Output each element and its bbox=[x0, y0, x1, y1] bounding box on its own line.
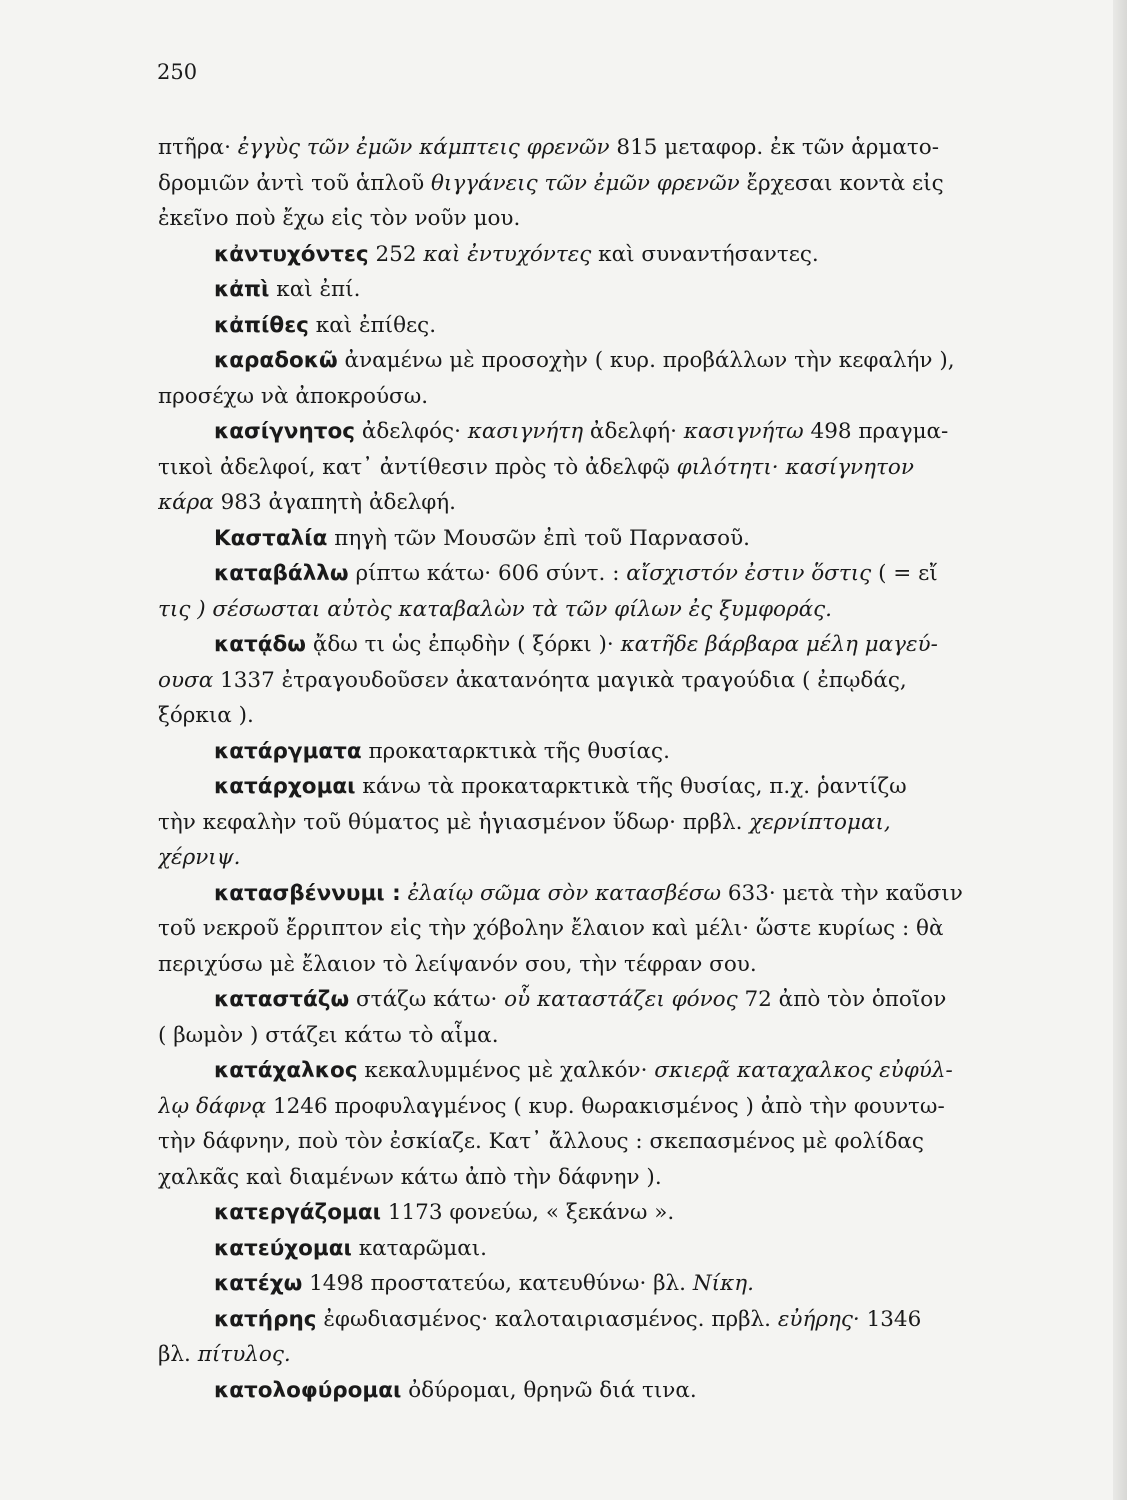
gloss-text: ἐφωδιασμένος· καλοταιριασμένος. πρβλ. bbox=[316, 1306, 778, 1332]
text-line bbox=[158, 876, 1018, 912]
text-line bbox=[158, 166, 1018, 202]
page-number: 250 bbox=[157, 60, 198, 84]
gloss-text bbox=[401, 881, 408, 906]
gloss-text: κάνω τὰ προκαταρκτικὰ τῆς θυσίας, π.χ. ῥαντίζω bbox=[355, 774, 907, 799]
headword: κατεργάζομαι bbox=[214, 1200, 381, 1225]
text-line bbox=[158, 130, 1018, 166]
gloss-text: κεκαλυμμένος μὲ χαλκόν· bbox=[357, 1058, 655, 1083]
text-line bbox=[158, 769, 1018, 805]
text-line bbox=[158, 1089, 1018, 1125]
quotation: ουσα bbox=[158, 667, 214, 693]
gloss-text: καὶ ἐπί. bbox=[269, 277, 361, 302]
quotation: θιγγάνεις τῶν ἐμῶν φρενῶν bbox=[430, 170, 740, 196]
text-line bbox=[158, 840, 1018, 876]
quotation: φιλότητι· κασίγνητον bbox=[676, 454, 914, 480]
text-line bbox=[158, 592, 1018, 628]
gloss-text: βλ. bbox=[158, 1342, 198, 1367]
quotation: κατῆδε βάρβαρα μέλη μαγεύ- bbox=[620, 632, 938, 657]
headword: καραδοκῶ bbox=[214, 348, 338, 373]
text-line bbox=[158, 627, 1018, 663]
gloss-text: 633· μετὰ τὴν καῦσιν bbox=[721, 880, 963, 906]
gloss-text: ᾄδω τι ὡς ἐπῳδὴν ( ξόρκι )· bbox=[306, 632, 621, 657]
gloss-text: πηγὴ τῶν Μουσῶν ἐπὶ τοῦ Παρνασοῦ. bbox=[327, 525, 750, 551]
quotation: οὗ καταστάζει φόνος bbox=[504, 987, 738, 1012]
headword: κἀπὶ bbox=[214, 277, 270, 302]
gloss-text: καὶ συναντήσαντες. bbox=[591, 241, 819, 267]
gloss-text: τικοὶ ἀδελφοί, κατ᾽ ἀντίθεσιν πρὸς τὸ ἀδελφῷ bbox=[158, 454, 677, 480]
gloss-text: περιχύσω μὲ ἔλαιον τὸ λείψανόν σου, τὴν τέφραν σου. bbox=[158, 951, 757, 977]
gloss-text: τὴν δάφνην, ποὺ τὸν ἐσκίαζε. Κατ᾽ ἄλλους : σκεπασμένος μὲ φολίδας bbox=[158, 1129, 924, 1154]
gloss-text: 252 bbox=[368, 241, 424, 267]
text-line bbox=[158, 521, 1018, 557]
headword: κἀπίθες bbox=[214, 312, 309, 338]
quotation: αἴσχιστόν ἐστιν ὅστις bbox=[626, 561, 872, 586]
quotation: ἐλαίῳ σῶμα σὸν κατασβέσω bbox=[407, 880, 721, 906]
text-line bbox=[158, 1053, 1018, 1089]
text-line bbox=[158, 663, 1018, 699]
text-line bbox=[158, 1302, 1018, 1338]
gloss-text: 1246 προφυλαγμένος ( κυρ. θωρακισμένος ) ἀπὸ τὴν φουντω- bbox=[266, 1093, 945, 1119]
text-line bbox=[158, 450, 1018, 486]
headword: κἀντυχόντες bbox=[214, 241, 369, 267]
text-line bbox=[158, 1160, 1018, 1196]
gloss-text: ἀδελφή· bbox=[583, 419, 684, 444]
page-edge-shadow bbox=[1113, 0, 1127, 1500]
gloss-text: 1337 ἐτραγουδοῦσεν ἀκατανόητα μαγικὰ τραγούδια ( ἐπῳδάς, bbox=[213, 667, 907, 693]
gloss-text: 498 πραγμα- bbox=[803, 419, 949, 444]
gloss-text: ( = εἴ bbox=[871, 561, 938, 586]
text-line bbox=[158, 1373, 1018, 1409]
headword: Κασταλία bbox=[214, 525, 328, 551]
gloss-text: ( βωμὸν ) στάζει κάτω τὸ αἷμα. bbox=[158, 1022, 499, 1048]
quotation: τις ) σέσωσται αὐτὸς καταβαλὼν τὰ τῶν φίλων ἐς ξυμφοράς. bbox=[158, 596, 832, 622]
quotation: κασιγνήτω bbox=[683, 419, 804, 444]
glossary-text bbox=[158, 130, 1018, 1408]
text-line bbox=[158, 1124, 1018, 1160]
text-line bbox=[158, 1266, 1018, 1302]
gloss-text: ρίπτω κάτω· 606 σύντ. : bbox=[348, 561, 627, 586]
gloss-text: πτῆρα· bbox=[158, 135, 238, 160]
text-line bbox=[158, 1018, 1018, 1054]
quotation: εὐήρης· bbox=[777, 1306, 860, 1332]
text-line bbox=[158, 379, 1018, 415]
text-line bbox=[158, 1195, 1018, 1231]
gloss-text: ἔρχεσαι κοντὰ εἰς bbox=[739, 170, 944, 196]
text-line bbox=[158, 911, 1018, 947]
quotation: χερνίπτομαι, bbox=[749, 809, 891, 835]
gloss-text: 1498 προστατεύω, κατευθύνω· βλ. bbox=[302, 1271, 693, 1296]
text-line bbox=[158, 805, 1018, 841]
quotation: λῳ δάφνᾳ bbox=[158, 1093, 267, 1119]
gloss-text: τοῦ νεκροῦ ἔρριπτον εἰς τὴν χόβολην ἔλαιον καὶ μέλι· ὥστε κυρίως : θὰ bbox=[158, 916, 944, 941]
headword: καταβάλλω bbox=[214, 561, 349, 586]
headword: κασίγνητος bbox=[214, 419, 355, 444]
text-line bbox=[158, 485, 1018, 521]
gloss-text: 72 ἀπὸ τὸν ὁποῖον bbox=[737, 987, 947, 1012]
gloss-text: ὀδύρομαι, θρηνῶ διά τινα. bbox=[401, 1377, 697, 1403]
gloss-text: στάζω κάτω· bbox=[349, 987, 505, 1012]
headword: κατάργματα bbox=[214, 738, 362, 764]
gloss-text: καὶ ἐπίθες. bbox=[308, 312, 437, 338]
gloss-text: ἀναμένω μὲ προσοχὴν ( κυρ. προβάλλων τὴν κεφαλήν ), bbox=[337, 348, 955, 373]
gloss-text: 815 μεταφορ. ἐκ τῶν ἁρματο- bbox=[609, 135, 939, 160]
headword: κατεύχομαι bbox=[214, 1235, 352, 1261]
text-line bbox=[158, 1337, 1018, 1373]
text-line bbox=[158, 1231, 1018, 1267]
headword: κατήρης bbox=[214, 1306, 317, 1332]
gloss-text: 1346 bbox=[859, 1306, 922, 1332]
gloss-text: προσέχω νὰ ἀποκρούσω. bbox=[158, 383, 429, 409]
text-line bbox=[158, 308, 1018, 344]
text-line bbox=[158, 272, 1018, 308]
quotation: σκιερᾷ καταχαλκος εὐφύλ- bbox=[654, 1058, 953, 1083]
gloss-text: τὴν κεφαλὴν τοῦ θύματος μὲ ἡγιασμένον ὕδωρ· πρβλ. bbox=[158, 809, 750, 835]
quotation: χέρνιψ. bbox=[158, 845, 241, 870]
headword: κατολοφύρομαι bbox=[214, 1377, 402, 1403]
text-line bbox=[158, 201, 1018, 237]
text-line bbox=[158, 343, 1018, 379]
headword: κατάχαλκος bbox=[214, 1058, 358, 1083]
headword: κατάρχομαι bbox=[214, 774, 356, 799]
gloss-text: ἐκεῖνο ποὺ ἔχω εἰς τὸν νοῦν μου. bbox=[158, 206, 521, 231]
gloss-text: δρομιῶν ἀντὶ τοῦ ἁπλοῦ bbox=[158, 170, 431, 196]
quotation: πίτυλος. bbox=[197, 1342, 291, 1367]
text-line bbox=[158, 734, 1018, 770]
quotation: Νίκη. bbox=[692, 1271, 754, 1296]
gloss-text: χαλκᾶς καὶ διαμένων κάτω ἀπὸ τὴν δάφνην ). bbox=[158, 1164, 662, 1190]
text-line bbox=[158, 556, 1018, 592]
gloss-text: 1173 φονεύω, « ξεκάνω ». bbox=[380, 1200, 675, 1225]
text-line bbox=[158, 947, 1018, 983]
headword: κατᾴδω bbox=[214, 632, 306, 657]
headword: κατέχω bbox=[214, 1271, 303, 1296]
headword: κατασβέννυμι : bbox=[214, 880, 401, 906]
gloss-text: προκαταρκτικὰ τῆς θυσίας. bbox=[361, 738, 670, 764]
quotation: ἐγγὺς τῶν ἐμῶν κάμπτεις φρενῶν bbox=[237, 135, 610, 160]
quotation: καὶ ἐντυχόντες bbox=[423, 241, 592, 267]
text-line bbox=[158, 982, 1018, 1018]
text-line bbox=[158, 414, 1018, 450]
quotation: κάρα bbox=[158, 490, 214, 515]
headword: καταστάζω bbox=[214, 987, 350, 1012]
text-line bbox=[158, 237, 1018, 273]
gloss-text: ἀδελφός· bbox=[355, 419, 468, 444]
gloss-text: ξόρκια ). bbox=[158, 703, 254, 728]
gloss-text: καταρῶμαι. bbox=[351, 1235, 488, 1261]
quotation: κασιγνήτη bbox=[467, 419, 584, 444]
gloss-text: 983 ἀγαπητὴ ἀδελφή. bbox=[213, 490, 456, 515]
text-line bbox=[158, 698, 1018, 734]
